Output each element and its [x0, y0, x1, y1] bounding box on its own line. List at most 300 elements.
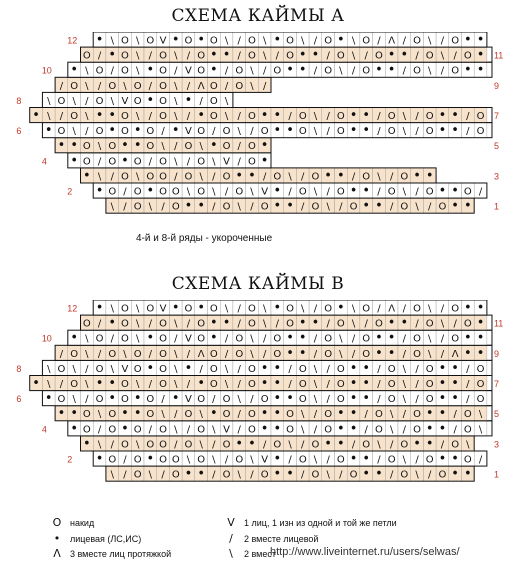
chart-cell — [30, 107, 43, 123]
chart-cell — [322, 123, 335, 138]
stitch-symbol: • — [184, 466, 193, 482]
stitch-symbol: O — [413, 424, 421, 436]
stitch-symbol: O — [197, 424, 206, 436]
chart-cell — [195, 47, 208, 62]
stitch-symbol: • — [464, 330, 472, 346]
chart-cell — [119, 168, 132, 183]
stitch-symbol: • — [260, 376, 269, 392]
chart-cell — [93, 345, 106, 360]
stitch-symbol: • — [57, 406, 66, 422]
stitch-symbol: • — [286, 466, 294, 482]
chart-cell — [144, 123, 157, 138]
chart-cell — [309, 198, 322, 213]
stitch-symbol: • — [476, 345, 485, 361]
stitch-symbol: V — [121, 363, 129, 375]
stitch-symbol: • — [387, 47, 396, 63]
chart-cell — [360, 47, 373, 62]
stitch-symbol: / — [212, 171, 216, 183]
chart-cell — [322, 391, 335, 406]
stitch-symbol: \ — [47, 363, 51, 375]
stitch-symbol: • — [133, 123, 142, 139]
stitch-symbol: / — [466, 379, 470, 391]
stitch-symbol: • — [197, 466, 205, 482]
stitch-symbol: / — [377, 35, 381, 47]
stitch-symbol: / — [402, 348, 407, 360]
stitch-symbol: • — [476, 330, 485, 346]
stitch-symbol: O — [324, 65, 333, 77]
chart-cell — [68, 421, 81, 437]
stitch-symbol: • — [324, 168, 332, 184]
stitch-symbol: O — [387, 363, 396, 375]
stitch-symbol: \ — [135, 35, 140, 47]
stitch-symbol: / — [110, 439, 114, 451]
chart-cell — [258, 300, 271, 315]
stitch-symbol: / — [288, 379, 292, 391]
chart-cell — [157, 198, 170, 213]
stitch-symbol: / — [110, 171, 114, 183]
stitch-symbol: O — [248, 303, 256, 315]
stitch-symbol: \ — [148, 469, 153, 481]
stitch-symbol: O — [159, 348, 167, 360]
chart-cell — [93, 315, 106, 330]
stitch-symbol: O — [248, 318, 256, 330]
stitch-symbol: O — [387, 454, 396, 466]
chart-cell — [284, 300, 297, 315]
chart-cell — [449, 183, 462, 199]
chart-cell — [423, 198, 436, 213]
chart-cell — [360, 123, 373, 139]
chart-cell — [131, 153, 144, 168]
stitch-symbol: / — [440, 333, 445, 345]
chart-cell — [81, 360, 94, 375]
chart-cell — [322, 107, 335, 122]
chart-cell — [169, 345, 182, 360]
stitch-symbol: / — [377, 379, 381, 391]
stitch-symbol: O — [476, 394, 485, 406]
chart-cell — [322, 466, 335, 481]
chart-cell — [322, 360, 335, 375]
stitch-symbol: / — [250, 394, 254, 406]
chart-cell — [271, 123, 284, 139]
stitch-symbol: • — [260, 138, 269, 154]
chart-cell — [309, 421, 322, 436]
chart-cell — [474, 375, 487, 390]
stitch-symbol: O — [197, 454, 206, 466]
chart-cell — [131, 345, 144, 360]
chart-cell — [233, 421, 246, 436]
stitch-symbol: • — [197, 198, 205, 214]
stitch-symbol: \ — [123, 80, 127, 92]
chart-cell — [411, 406, 424, 421]
stitch-symbol: • — [476, 300, 485, 316]
row-number: 1 — [493, 469, 499, 480]
chart-cell — [208, 375, 221, 390]
increase-v-icon: V — [227, 516, 235, 529]
stitch-symbol: • — [451, 376, 459, 392]
stitch-symbol: • — [286, 345, 294, 361]
row-number: 4 — [41, 424, 47, 435]
chart-cell — [144, 92, 157, 108]
chart-cell — [169, 315, 182, 330]
stitch-symbol: \ — [250, 65, 254, 77]
stitch-symbol: O — [260, 126, 269, 138]
chart-cell — [119, 315, 132, 330]
chart-cell — [322, 421, 335, 436]
stitch-symbol: • — [438, 391, 447, 407]
stitch-symbol: • — [235, 436, 244, 452]
stitch-symbol: / — [313, 424, 318, 436]
chart-cell — [271, 168, 284, 183]
stitch-symbol: / — [453, 50, 457, 62]
chart-cell — [309, 47, 322, 63]
chart-cell — [157, 62, 170, 77]
chart-cell — [233, 138, 246, 153]
chart-cell — [182, 436, 195, 451]
chart-cell — [55, 406, 68, 422]
chart-cell — [423, 123, 436, 138]
chart-cell — [246, 451, 259, 466]
chart-cell — [423, 360, 436, 375]
chart-cell — [461, 107, 474, 122]
chart-cell — [144, 315, 157, 330]
chart-cell — [220, 198, 233, 213]
stitch-symbol: O — [184, 35, 193, 47]
chart-cell — [309, 466, 322, 481]
stitch-symbol: O — [70, 379, 79, 391]
stitch-symbol: \ — [174, 50, 178, 62]
chart-cell — [271, 421, 284, 437]
stitch-symbol: • — [95, 451, 104, 467]
k2tog-right-icon: / — [229, 532, 233, 545]
stitch-symbol: • — [375, 466, 383, 482]
stitch-symbol: / — [415, 126, 419, 138]
chart-cell — [119, 436, 132, 451]
chart-cell — [347, 183, 360, 199]
chart-cell — [347, 300, 360, 315]
chart-cell — [81, 92, 94, 107]
stitch-symbol: \ — [148, 201, 153, 213]
chart-cell — [182, 406, 195, 421]
chart-cell — [411, 466, 424, 481]
chart-cell — [449, 32, 462, 47]
stitch-symbol: • — [362, 108, 371, 124]
stitch-symbol: \ — [313, 379, 318, 391]
chart-cell — [157, 153, 170, 168]
chart-cell — [182, 168, 195, 183]
stitch-symbol: / — [110, 65, 114, 77]
chart-cell — [449, 123, 462, 139]
chart-cell — [119, 421, 132, 437]
stitch-symbol: • — [273, 391, 282, 407]
chart-cell — [385, 375, 398, 390]
chart-a — [0, 32, 516, 219]
stitch-symbol: O — [324, 409, 333, 421]
stitch-symbol: / — [351, 65, 356, 77]
chart-cell — [385, 32, 398, 47]
chart-cell — [93, 183, 106, 199]
stitch-symbol: O — [121, 65, 129, 77]
chart-cell — [309, 391, 322, 406]
chart-cell — [474, 315, 487, 331]
chart-cell — [284, 32, 297, 47]
chart-cell — [373, 375, 386, 390]
stitch-symbol: • — [146, 62, 155, 78]
stitch-symbol: O — [95, 333, 104, 345]
stitch-symbol: \ — [250, 186, 254, 198]
chart-cell — [360, 421, 373, 436]
chart-cell — [144, 375, 157, 390]
stitch-symbol: \ — [72, 363, 76, 375]
stitch-symbol: / — [364, 50, 368, 62]
stitch-symbol: / — [415, 318, 419, 330]
chart-cell — [398, 436, 411, 451]
stitch-symbol: • — [197, 376, 205, 392]
chart-a-note: 4-й и 8-й ряды - укороченные — [136, 233, 273, 244]
stitch-symbol: \ — [47, 379, 51, 391]
chart-cell — [373, 451, 386, 466]
stitch-symbol: / — [59, 80, 64, 92]
stitch-symbol: O — [146, 439, 155, 451]
stitch-symbol: / — [415, 394, 419, 406]
chart-cell — [246, 436, 259, 452]
stitch-symbol: \ — [237, 469, 241, 481]
stitch-symbol: \ — [262, 318, 267, 330]
stitch-symbol: / — [123, 454, 127, 466]
chart-cell — [169, 406, 182, 421]
chart-cell — [296, 406, 309, 421]
chart-cell — [55, 345, 68, 360]
stitch-symbol: • — [349, 183, 358, 199]
chart-cell — [398, 406, 411, 421]
stitch-symbol: O — [171, 454, 180, 466]
chart-cell — [347, 168, 360, 183]
stitch-symbol: • — [400, 47, 409, 63]
chart-cell — [284, 421, 297, 436]
chart-cell — [233, 300, 246, 315]
chart-cell — [436, 360, 449, 376]
stitch-symbol: O — [298, 363, 307, 375]
stitch-symbol: O — [159, 80, 167, 92]
chart-cell — [373, 300, 386, 315]
chart-cell — [93, 360, 106, 375]
stitch-symbol: / — [326, 186, 330, 198]
chart-cell — [220, 62, 233, 77]
stitch-symbol: O — [159, 363, 167, 375]
chart-cell — [157, 466, 170, 481]
stitch-symbol: \ — [135, 111, 140, 123]
stitch-symbol: O — [387, 126, 396, 138]
chart-cell — [233, 466, 246, 481]
stitch-symbol: O — [121, 303, 129, 315]
stitch-symbol: O — [476, 126, 485, 138]
stitch-symbol: / — [237, 111, 241, 123]
stitch-symbol: O — [235, 333, 244, 345]
chart-cell — [233, 77, 246, 92]
chart-cell — [195, 32, 208, 48]
stitch-symbol: O — [451, 65, 460, 77]
stitch-symbol: • — [70, 406, 78, 422]
chart-cell — [246, 77, 259, 92]
chart-cell — [436, 62, 449, 77]
chart-cell — [131, 436, 144, 451]
chart-cell — [169, 47, 182, 62]
stitch-symbol: O — [324, 333, 333, 345]
chart-cell — [131, 421, 144, 436]
stitch-symbol: O — [425, 50, 434, 62]
chart-cell — [398, 47, 411, 63]
chart-cell — [246, 153, 259, 168]
stitch-symbol: O — [413, 35, 421, 47]
stitch-symbol: O — [159, 439, 167, 451]
chart-cell — [208, 421, 221, 436]
chart-cell — [322, 436, 335, 452]
stitch-symbol: / — [313, 333, 318, 345]
chart-cell — [360, 32, 373, 47]
chart-b-grid — [0, 300, 516, 487]
stitch-symbol: • — [298, 345, 307, 361]
stitch-symbol: \ — [339, 348, 343, 360]
chart-cell — [68, 138, 81, 154]
chart-cell — [334, 466, 347, 481]
chart-cell — [322, 300, 335, 315]
chart-cell — [258, 451, 271, 466]
stitch-symbol: O — [311, 201, 320, 213]
chart-cell — [208, 138, 221, 154]
stitch-symbol: \ — [262, 35, 267, 47]
chart-cell — [423, 168, 436, 184]
stitch-symbol: \ — [262, 50, 267, 62]
chart-cell — [93, 47, 106, 62]
chart-cell — [220, 168, 233, 183]
chart-cell — [271, 406, 284, 422]
row-number: 11 — [493, 318, 504, 329]
stitch-symbol: O — [336, 111, 345, 123]
stitch-symbol: \ — [135, 50, 140, 62]
chart-cell — [144, 300, 157, 315]
stitch-symbol: \ — [135, 333, 140, 345]
chart-cell — [284, 62, 297, 78]
chart-cell — [208, 315, 221, 331]
chart-cell — [182, 315, 195, 330]
stitch-symbol: / — [402, 333, 407, 345]
stitch-symbol: O — [273, 65, 282, 77]
stitch-symbol: O — [451, 439, 460, 451]
chart-cell — [195, 168, 208, 183]
stitch-symbol: O — [57, 363, 66, 375]
chart-cell — [246, 391, 259, 406]
stitch-symbol: \ — [174, 348, 178, 360]
chart-cell — [144, 107, 157, 122]
chart-cell — [208, 436, 221, 451]
chart-cell — [157, 436, 170, 451]
stitch-symbol: \ — [313, 394, 318, 406]
stitch-symbol: O — [273, 439, 282, 451]
chart-cell — [411, 300, 424, 315]
row-number: 6 — [16, 394, 22, 405]
chart-cell — [411, 62, 424, 77]
chart-cell — [398, 360, 411, 375]
stitch-symbol: • — [133, 391, 142, 407]
stitch-symbol: \ — [212, 186, 216, 198]
stitch-symbol: O — [463, 424, 472, 436]
stitch-symbol: • — [298, 47, 307, 63]
stitch-symbol: O — [108, 141, 117, 153]
stitch-symbol: • — [197, 108, 205, 124]
stitch-symbol: O — [336, 379, 345, 391]
chart-cell — [106, 183, 119, 198]
stitch-symbol: • — [413, 168, 421, 184]
chart-cell — [106, 47, 119, 63]
chart-cell — [436, 436, 449, 451]
legend-item-ssk — [224, 547, 276, 560]
chart-cell — [93, 168, 106, 183]
chart-cell — [119, 406, 132, 422]
stitch-symbol: O — [108, 348, 117, 360]
stitch-symbol: O — [121, 379, 129, 391]
stitch-symbol: • — [133, 406, 142, 422]
stitch-symbol: \ — [47, 95, 51, 107]
chart-cell — [144, 138, 157, 153]
chart-cell — [195, 123, 208, 138]
chart-cell — [220, 451, 233, 466]
chart-cell — [93, 406, 106, 421]
chart-cell — [334, 32, 347, 48]
chart-cell — [436, 451, 449, 467]
chart-cell — [373, 183, 386, 198]
chart-a-grid — [0, 32, 516, 219]
stitch-symbol: O — [197, 50, 206, 62]
chart-cell — [474, 330, 487, 346]
stitch-symbol: / — [440, 439, 445, 451]
stitch-symbol: / — [85, 95, 89, 107]
stitch-symbol: • — [260, 153, 269, 169]
stitch-symbol: • — [349, 421, 358, 437]
chart-cell — [93, 62, 106, 77]
chart-cell — [208, 300, 221, 315]
stitch-symbol: / — [199, 95, 203, 107]
stitch-symbol: V — [121, 95, 129, 107]
chart-cell — [220, 330, 233, 345]
chart-cell — [55, 360, 68, 375]
stitch-symbol: / — [440, 35, 445, 47]
stitch-symbol: O — [95, 394, 104, 406]
stitch-symbol: / — [301, 201, 305, 213]
chart-cell — [461, 330, 474, 346]
stitch-symbol: \ — [72, 95, 76, 107]
chart-cell — [157, 451, 170, 466]
chart-cell — [131, 123, 144, 139]
chart-cell — [233, 32, 246, 47]
chart-cell — [474, 421, 487, 436]
chart-cell — [169, 375, 182, 390]
stitch-symbol: / — [212, 469, 216, 481]
stitch-symbol: O — [425, 454, 434, 466]
stitch-symbol: \ — [85, 65, 89, 77]
stitch-symbol: / — [97, 50, 102, 62]
stitch-symbol: / — [377, 363, 381, 375]
stitch-symbol: \ — [301, 409, 305, 421]
stitch-symbol: / — [326, 379, 330, 391]
row-number: 12 — [67, 35, 78, 46]
chart-cell — [449, 375, 462, 391]
chart-cell — [157, 107, 170, 122]
chart-cell — [93, 32, 106, 48]
stitch-symbol: O — [146, 126, 155, 138]
stitch-symbol: \ — [326, 469, 330, 481]
chart-cell — [106, 107, 119, 123]
stitch-symbol: O — [222, 141, 231, 153]
chart-cell — [208, 330, 221, 346]
